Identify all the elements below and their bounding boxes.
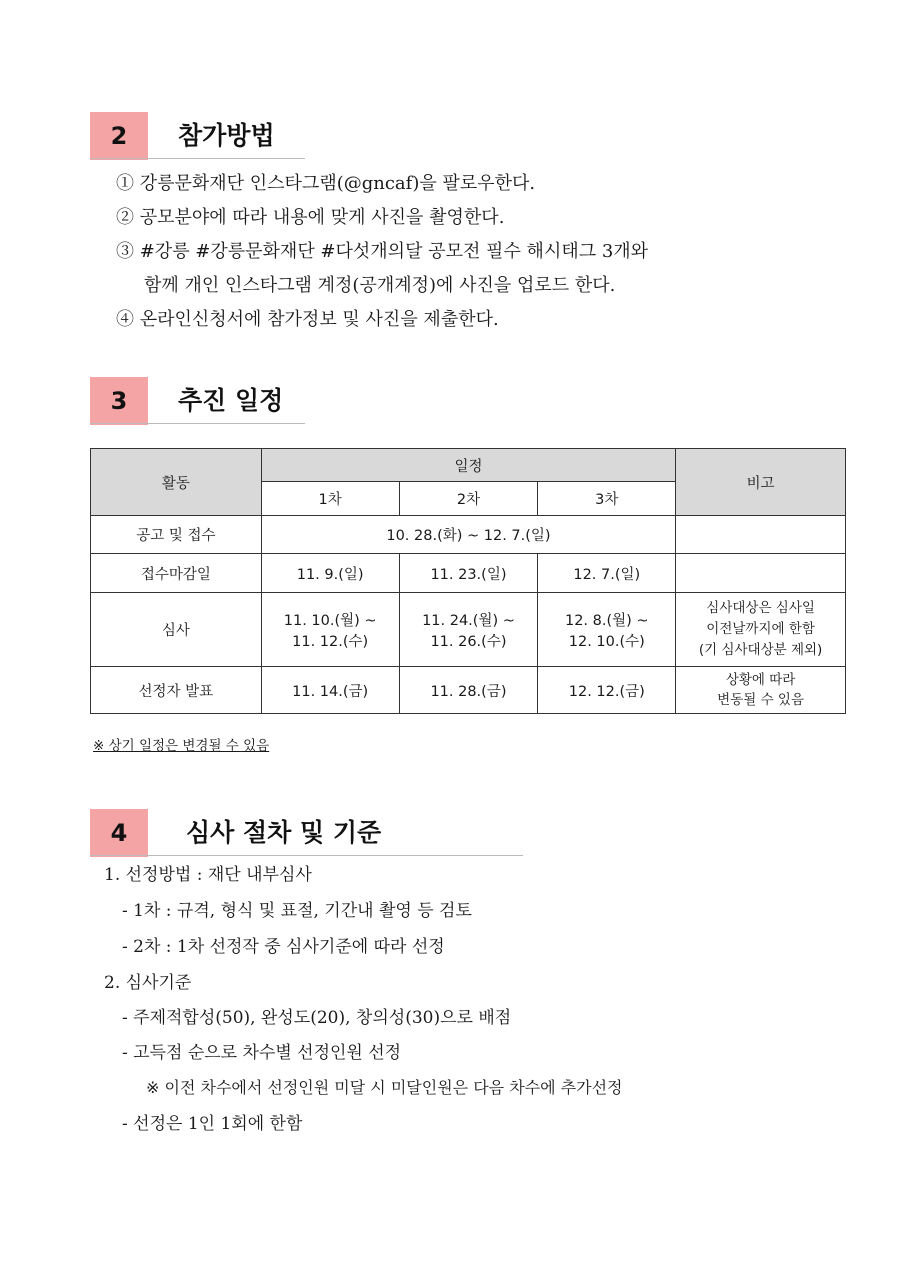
criteria-line: 1. 선정방법 : 재단 내부심사 — [104, 865, 312, 885]
criteria-line: - 주제적합성(50), 완성도(20), 창의성(30)으로 배점 — [122, 1008, 512, 1028]
table-row — [91, 667, 846, 714]
date-end: 11. 26.(수) — [430, 633, 507, 650]
activity-cell: 공고 및 접수 — [91, 516, 262, 554]
merged-date-cell: 10. 28.(화) ~ 12. 7.(일) — [261, 516, 675, 554]
criteria-note: ※ 이전 차수에서 선정인원 미달 시 미달인원은 다음 차수에 추가선정 — [146, 1078, 623, 1097]
header-note: 비고 — [676, 449, 846, 516]
step-4: ④ 온라인신청서에 참가정보 및 사진을 제출한다. — [116, 309, 499, 330]
table-row — [91, 516, 846, 554]
step-3-continued: 함께 개인 인스타그램 계정(공개계정)에 사진을 업로드 한다. — [144, 275, 616, 296]
step-1: ① 강릉문화재단 인스타그램(@gncaf)을 팔로우한다. — [116, 173, 536, 194]
section-title: 심사 절차 및 기준 — [186, 818, 382, 847]
date-start: 11. 10.(월) ~ — [283, 612, 377, 629]
note-line: 상황에 따라 — [725, 672, 796, 688]
activity-cell: 심사 — [91, 593, 262, 667]
section-underline — [90, 423, 305, 424]
activity-cell: 접수마감일 — [91, 554, 262, 593]
note-cell — [676, 667, 846, 714]
date-end: 11. 12.(수) — [292, 633, 369, 650]
note-cell — [676, 593, 846, 667]
round-1-cell: 11. 9.(일) — [261, 554, 399, 593]
section-title: 추진 일정 — [178, 386, 284, 415]
criteria-line: - 선정은 1인 1회에 한함 — [122, 1114, 303, 1134]
header-activity: 활동 — [91, 449, 262, 516]
note-line: 이전날까지에 한함 — [706, 621, 815, 637]
round-1-cell: 11. 14.(금) — [261, 667, 399, 714]
table-row — [91, 554, 846, 593]
note-line: 심사대상은 심사일 — [706, 600, 815, 616]
criteria-line: - 2차 : 1차 선정작 중 심사기준에 따라 선정 — [122, 937, 445, 957]
round-3-cell: 12. 12.(금) — [538, 667, 676, 714]
note-line: 변동될 수 있음 — [717, 692, 805, 708]
round-3-cell: 12. 7.(일) — [538, 554, 676, 593]
date-end: 12. 10.(수) — [568, 633, 645, 650]
criteria-line: - 1차 : 규격, 형식 및 표절, 기간내 촬영 등 검토 — [122, 901, 472, 921]
date-start: 11. 24.(월) ~ — [422, 612, 515, 629]
schedule-footnote: ※ 상기 일정은 변경될 수 있음 — [93, 738, 270, 754]
criteria-line: - 고득점 순으로 차수별 선정인원 선정 — [122, 1043, 402, 1063]
header-round-2: 2차 — [399, 482, 538, 516]
note-cell — [676, 516, 846, 554]
step-3: ③ #강릉 #강릉문화재단 #다섯개의달 공모전 필수 해시태그 3개와 — [116, 241, 649, 262]
note-cell — [676, 554, 846, 593]
note-line: (기 심사대상분 제외) — [698, 642, 823, 658]
header-schedule: 일정 — [261, 449, 675, 482]
header-round-3: 3차 — [538, 482, 676, 516]
round-3-cell — [538, 593, 676, 667]
section-title: 참가방법 — [178, 121, 275, 150]
round-1-cell — [261, 593, 399, 667]
section-underline — [90, 158, 305, 159]
round-2-cell: 11. 28.(금) — [399, 667, 538, 714]
date-start: 12. 8.(월) ~ — [564, 612, 649, 629]
header-round-1: 1차 — [261, 482, 399, 516]
section-underline — [90, 855, 523, 856]
criteria-line: 2. 심사기준 — [104, 973, 192, 993]
round-2-cell: 11. 23.(일) — [399, 554, 538, 593]
section-number: 3 — [90, 377, 148, 425]
activity-cell: 선정자 발표 — [91, 667, 262, 714]
round-2-cell — [399, 593, 538, 667]
table-row — [91, 593, 846, 667]
section-number: 2 — [90, 112, 148, 160]
schedule-table — [90, 448, 846, 714]
table-header-row — [91, 449, 846, 482]
section-number: 4 — [90, 809, 148, 857]
step-2: ② 공모분야에 따라 내용에 맞게 사진을 촬영한다. — [116, 207, 505, 228]
